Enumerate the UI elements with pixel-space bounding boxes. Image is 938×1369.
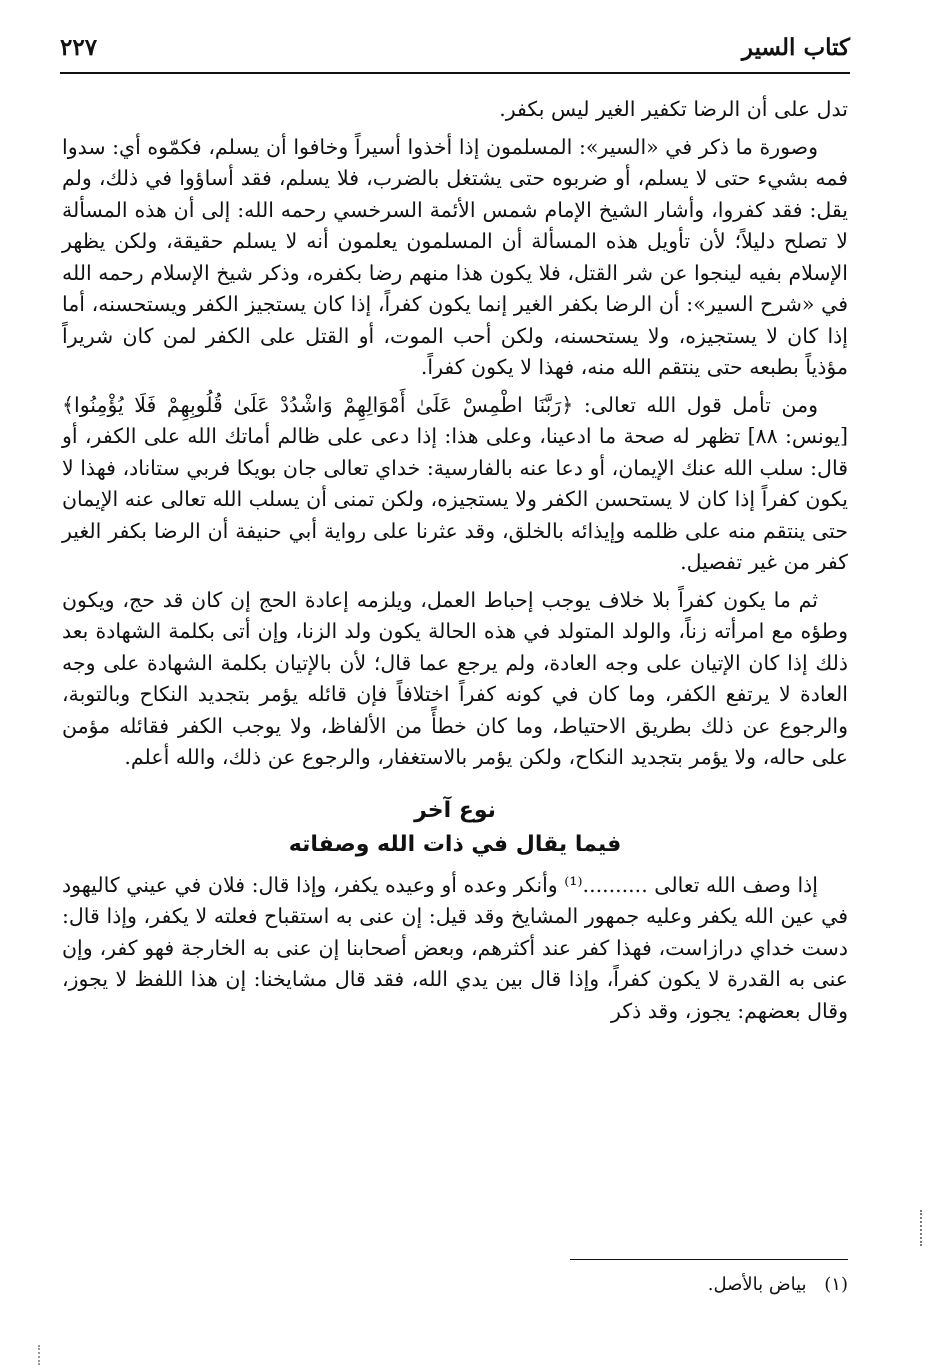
header-rule <box>60 72 850 74</box>
book-title: كتاب السير <box>741 34 850 61</box>
section-heading: نوع آخر <box>414 797 496 823</box>
footnote <box>520 1274 848 1295</box>
page-header <box>60 30 850 74</box>
main-text <box>62 94 848 1033</box>
footnote-marker: (١) <box>824 1274 848 1295</box>
corner-scan-mark <box>38 1345 44 1365</box>
footnote-rule <box>570 1259 848 1260</box>
section-subheading: فيما يقال في ذات الله وصفاته <box>288 831 622 857</box>
paragraph-4: ثم ما يكون كفراً بلا خلاف يوجب إحباط العمل، ويلزمه إعادة الحج إن كان قد حج، ويكون وطؤه مع امرأته زناً، والولد المتولد في هذه الحالة يكون ولد الزنا، وإن أتى بكلمة الشهادة بعد ذلك إذا كان الإتيان على وجه العادة، ولم يرجع عما قال؛ لأن بالإتيان بكلمة الشهادة على وجه العادة لا يرتفع الكفر، وما كان في كونه كفراً اختلافاً فإن قائله يؤمر بتجديد النكاح وبالتوبة، والرجوع عن ذلك بطريق الاحتياط، وما كان خطأً من الألفاظ، ولا يوجب الكفر فقائله مؤمن على حاله، ولا يؤمر بتجديد النكاح، ولكن يؤمر بالاستغفار، والرجوع عن ذلك، والله أعلم. <box>62 587 848 769</box>
paragraph-5: إذا وصف الله تعالى ..........⁽¹⁾ وأنكر وعده أو وعيده يكفر، وإذا قال: فلان في عيني كاليهود في عين الله يكفر وعليه جمهور المشايخ وقد قيل: إن عنى به استقباح فعلته لا يكفر، وإذا قال: دست خداي درازاست، فهذا كفر عند أكثرهم، وبعض أصحابنا إن عنى به الخارجة فهو كفر، وإن عنى به القدرة لا يكون كفراً، وإذا قال بين يدي الله، فقد قال مشايخنا: إن هذا اللفظ لا يجوز، وقال بعضهم: يجوز، وقد ذكر <box>62 872 848 1023</box>
paragraph-1: تدل على أن الرضا تكفير الغير ليس بكفر. <box>499 97 848 121</box>
margin-scan-mark <box>920 1210 928 1246</box>
page-number: ٢٢٧ <box>60 34 98 61</box>
footnote-text: بياض بالأصل. <box>707 1274 807 1295</box>
paragraph-2: وصورة ما ذكر في «السير»: المسلمون إذا أخذوا أسيراً وخافوا أن يسلم، فكمّوه أي: سدوا فمه بشيء حتى لا يسلم، أو ضربوه حتى يشتغل بالضرب، فلا يسلم، فقد أساؤوا في ذلك، ولم يقل: فقد كفروا، وأشار الشيخ الإمام شمس الأئمة السرخسي رحمه الله: إلى أن هذه المسألة لا تصلح دليلاً؛ لأن تأويل هذه المسألة أن المسلمون يعلمون أنه لا يسلم حقيقة، ولكن يظهر الإسلام بفيه لينجوا عن شر القتل، فلا يكون هذا منهم رضا بكفره، وذكر شيخ الإسلام رحمه الله في «شرح السير»: أن الرضا بكفر الغير إنما يكون كفراً، إذا كان يستجيز الكفر ويستحسنه، أما إذا كان لا يستجيزه، ولا يستحسنه، ولكن أحب الموت، أو القتل على الكفر لمن كان شريراً مؤذياً بطبعه حتى ينتقم الله منه، فهذا لا يكون كفراً. <box>62 134 848 379</box>
paragraph-3: ومن تأمل قول الله تعالى: ﴿رَبَّنَا اطْمِسْ عَلَىٰ أَمْوَالِهِمْ وَاشْدُدْ عَلَىٰ قُلُوبِهِمْ فَلَا يُؤْمِنُوا﴾ [يونس: ٨٨] تظهر له صحة ما ادعينا، وعلى هذا: إذا دعى على ظالم أماتك الله على الكفر، أو قال: سلب الله عنك الإيمان، أو دعا عنه بالفارسية: خداي تعالى جان بويكا فربي ستاناد، فهذا لا يكون كفراً إذا كان لا يستحسن الكفر ولا يستجيزه، ولكن تمنى أن يسلب الله تعالى عنه الإيمان حتى ينتقم منه على ظلمه وإيذائه بالخلق، وقد عثرنا على رواية أبي حنيفة أن الرضا بكفر الغير كفر من غير تفصيل. <box>62 392 848 574</box>
